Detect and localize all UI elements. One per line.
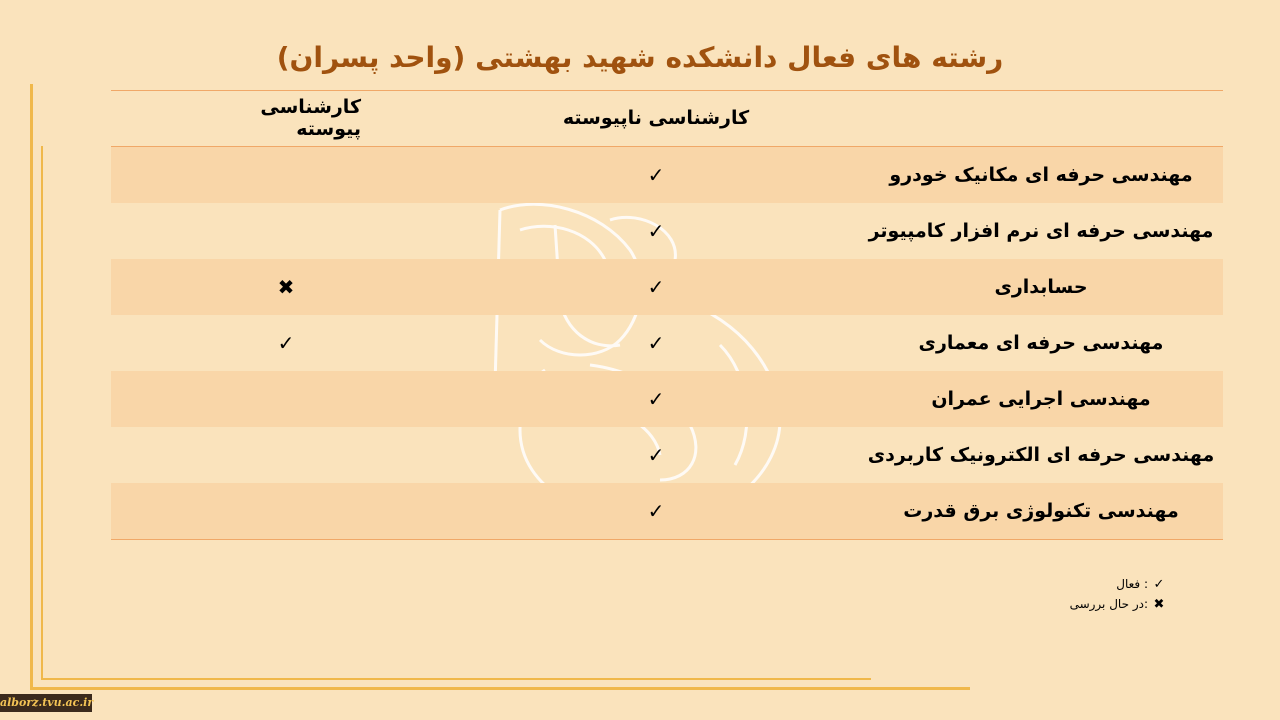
check-icon: ✓ bbox=[277, 331, 295, 355]
status-peyvasteh bbox=[211, 427, 361, 483]
field-name: مهندسی حرفه ای الکترونیک کاربردی bbox=[867, 444, 1215, 466]
cross-icon: ✖ bbox=[277, 275, 295, 299]
status-peyvasteh bbox=[211, 203, 361, 259]
legend-label: : فعال bbox=[1116, 577, 1148, 591]
table-bottom-border bbox=[111, 539, 1223, 540]
frame-line-bottom-inner bbox=[41, 678, 871, 680]
field-name: مهندسی حرفه ای نرم افزار کامپیوتر bbox=[868, 220, 1214, 242]
table-row bbox=[111, 259, 1223, 315]
slide-title: رشته های فعال دانشکده شهید بهشتی (واحد پسران) bbox=[276, 41, 1004, 74]
frame-line-left-inner bbox=[41, 146, 43, 680]
legend bbox=[1030, 574, 1170, 614]
table-row bbox=[111, 371, 1223, 427]
table-row bbox=[111, 203, 1223, 259]
check-icon: ✓ bbox=[1153, 576, 1165, 592]
table-row bbox=[111, 147, 1223, 203]
check-icon: ✓ bbox=[647, 443, 665, 467]
cross-icon: ✖ bbox=[1153, 596, 1165, 612]
footer-badge: alborz.tvu.ac.ir bbox=[0, 694, 92, 712]
table-row bbox=[111, 427, 1223, 483]
table-header-row bbox=[111, 90, 1223, 146]
field-name: مهندسی حرفه ای معماری bbox=[918, 332, 1164, 354]
table-row bbox=[111, 315, 1223, 371]
frame-line-left-outer bbox=[30, 84, 33, 690]
legend-item-review bbox=[1030, 594, 1170, 614]
table-row bbox=[111, 483, 1223, 539]
frame-line-bottom-outer bbox=[30, 687, 970, 690]
check-icon: ✓ bbox=[647, 499, 665, 523]
field-name: حسابداری bbox=[994, 276, 1088, 298]
check-icon: ✓ bbox=[647, 387, 665, 411]
header-napeyvasteh: کارشناسی ناپیوسته bbox=[562, 107, 750, 129]
check-icon: ✓ bbox=[647, 275, 665, 299]
check-icon: ✓ bbox=[647, 219, 665, 243]
check-icon: ✓ bbox=[647, 331, 665, 355]
field-name: مهندسی حرفه ای مکانیک خودرو bbox=[889, 164, 1193, 186]
header-peyvasteh: کارشناسی پیوسته bbox=[260, 96, 361, 140]
legend-item-active bbox=[1030, 574, 1170, 594]
field-name: مهندسی اجرایی عمران bbox=[931, 388, 1151, 410]
status-peyvasteh bbox=[211, 483, 361, 539]
status-peyvasteh bbox=[211, 371, 361, 427]
legend-label: :در حال بررسی bbox=[1069, 597, 1148, 611]
check-icon: ✓ bbox=[647, 163, 665, 187]
status-peyvasteh bbox=[211, 147, 361, 203]
field-name: مهندسی تکنولوژی برق قدرت bbox=[903, 500, 1179, 522]
